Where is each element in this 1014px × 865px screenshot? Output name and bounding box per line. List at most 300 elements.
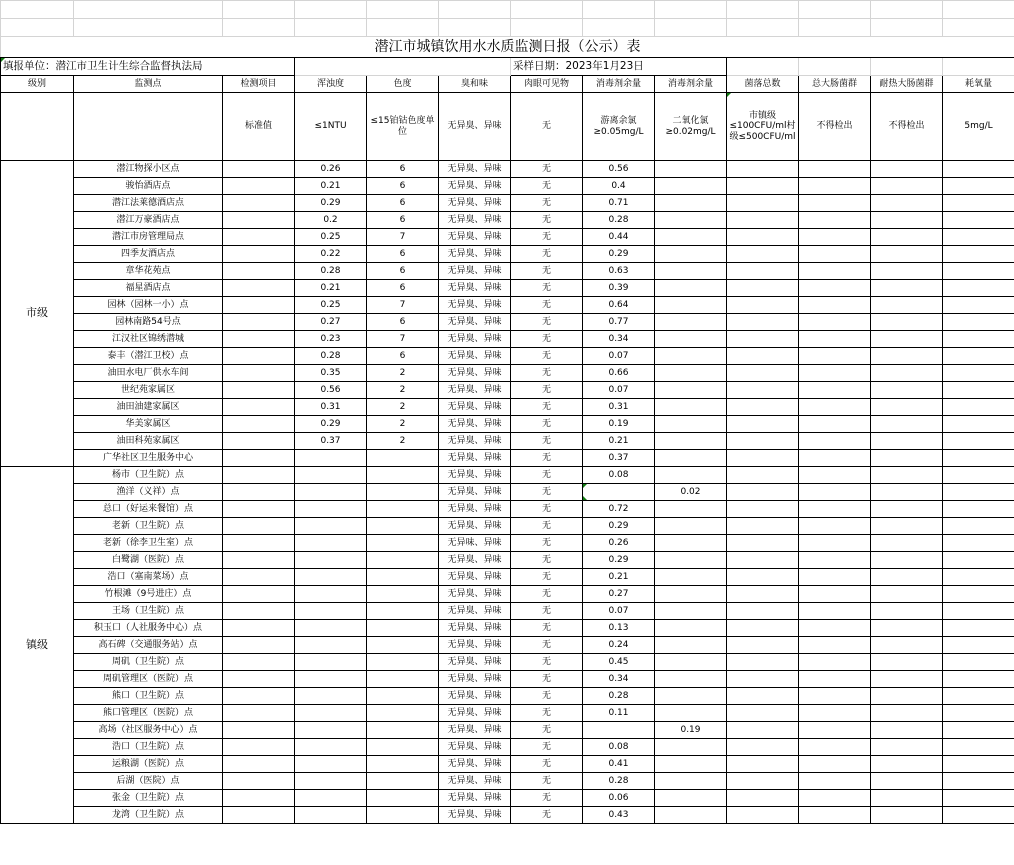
chlorine-cell[interactable]: 0.63 xyxy=(583,263,655,280)
visible-cell[interactable]: 无 xyxy=(511,620,583,637)
colony-cell[interactable] xyxy=(727,450,799,467)
turbidity-cell[interactable] xyxy=(295,756,367,773)
chlorine-dioxide-cell[interactable] xyxy=(655,161,727,178)
colony-cell[interactable] xyxy=(727,246,799,263)
odor-cell[interactable]: 无异臭、异味 xyxy=(439,280,511,297)
chlorine-cell[interactable]: 0.34 xyxy=(583,671,655,688)
thermo-coliform-cell[interactable] xyxy=(871,654,943,671)
visible-cell[interactable]: 无 xyxy=(511,314,583,331)
turbidity-cell[interactable]: 0.25 xyxy=(295,297,367,314)
odor-cell[interactable]: 无异臭、异味 xyxy=(439,756,511,773)
colony-cell[interactable] xyxy=(727,790,799,807)
visible-cell[interactable]: 无 xyxy=(511,229,583,246)
colony-cell[interactable] xyxy=(727,161,799,178)
odor-cell[interactable]: 无异臭、异味 xyxy=(439,705,511,722)
odor-cell[interactable]: 无异臭、异味 xyxy=(439,552,511,569)
site-name-cell[interactable]: 白鹭湖（医院）点 xyxy=(74,552,223,569)
chlorine-cell[interactable]: 0.37 xyxy=(583,450,655,467)
chlorine-dioxide-cell[interactable] xyxy=(655,314,727,331)
site-name-cell[interactable]: 潜江法莱德酒店点 xyxy=(74,195,223,212)
header-color[interactable]: 色度 xyxy=(367,76,439,93)
chlorine-dioxide-cell[interactable]: 0.19 xyxy=(655,722,727,739)
oxygen-cell[interactable] xyxy=(943,790,1014,807)
visible-cell[interactable]: 无 xyxy=(511,773,583,790)
color-cell[interactable] xyxy=(367,518,439,535)
colony-cell[interactable] xyxy=(727,399,799,416)
chlorine-dioxide-cell[interactable] xyxy=(655,552,727,569)
oxygen-cell[interactable] xyxy=(943,195,1014,212)
site-name-cell[interactable]: 高石碑（交通服务站）点 xyxy=(74,637,223,654)
turbidity-cell[interactable] xyxy=(295,450,367,467)
oxygen-cell[interactable] xyxy=(943,450,1014,467)
color-cell[interactable] xyxy=(367,637,439,654)
oxygen-cell[interactable] xyxy=(943,484,1014,501)
thermo-coliform-cell[interactable] xyxy=(871,671,943,688)
coliform-cell[interactable] xyxy=(799,586,871,603)
thermo-coliform-cell[interactable] xyxy=(871,297,943,314)
group-city[interactable]: 市级 xyxy=(1,161,74,467)
visible-cell[interactable]: 无 xyxy=(511,671,583,688)
site-name-cell[interactable]: 章华花苑点 xyxy=(74,263,223,280)
visible-cell[interactable]: 无 xyxy=(511,195,583,212)
thermo-coliform-cell[interactable] xyxy=(871,569,943,586)
item-cell[interactable] xyxy=(223,637,295,654)
chlorine-dioxide-cell[interactable] xyxy=(655,467,727,484)
item-cell[interactable] xyxy=(223,688,295,705)
chlorine-cell[interactable]: 0.31 xyxy=(583,399,655,416)
chlorine-cell[interactable]: 0.29 xyxy=(583,518,655,535)
colony-cell[interactable] xyxy=(727,807,799,824)
header-chlorine[interactable]: 消毒剂余量 xyxy=(583,76,655,93)
thermo-coliform-cell[interactable] xyxy=(871,229,943,246)
thermo-coliform-cell[interactable] xyxy=(871,552,943,569)
odor-cell[interactable]: 无异臭、异味 xyxy=(439,348,511,365)
turbidity-cell[interactable]: 0.25 xyxy=(295,229,367,246)
site-name-cell[interactable]: 渔洋（义祥）点 xyxy=(74,484,223,501)
site-name-cell[interactable]: 园林（园林一小）点 xyxy=(74,297,223,314)
coliform-cell[interactable] xyxy=(799,212,871,229)
site-name-cell[interactable]: 龙湾（卫生院）点 xyxy=(74,807,223,824)
coliform-cell[interactable] xyxy=(799,569,871,586)
header-item[interactable]: 检测项目 xyxy=(223,76,295,93)
visible-cell[interactable]: 无 xyxy=(511,467,583,484)
turbidity-cell[interactable] xyxy=(295,484,367,501)
chlorine-dioxide-cell[interactable] xyxy=(655,654,727,671)
odor-cell[interactable]: 无异臭、异味 xyxy=(439,569,511,586)
odor-cell[interactable]: 无异臭、异味 xyxy=(439,314,511,331)
oxygen-cell[interactable] xyxy=(943,773,1014,790)
oxygen-cell[interactable] xyxy=(943,263,1014,280)
coliform-cell[interactable] xyxy=(799,790,871,807)
visible-cell[interactable]: 无 xyxy=(511,807,583,824)
color-cell[interactable]: 6 xyxy=(367,178,439,195)
item-cell[interactable] xyxy=(223,331,295,348)
odor-cell[interactable]: 无异臭、异味 xyxy=(439,603,511,620)
chlorine-cell[interactable]: 0.08 xyxy=(583,739,655,756)
odor-cell[interactable]: 无异臭、异味 xyxy=(439,382,511,399)
header-colony[interactable]: 菌落总数 xyxy=(727,76,799,93)
coliform-cell[interactable] xyxy=(799,518,871,535)
item-cell[interactable] xyxy=(223,399,295,416)
colony-cell[interactable] xyxy=(727,671,799,688)
standard-thermo-coliform[interactable]: 不得检出 xyxy=(871,93,943,161)
item-cell[interactable] xyxy=(223,467,295,484)
item-cell[interactable] xyxy=(223,569,295,586)
coliform-cell[interactable] xyxy=(799,246,871,263)
thermo-coliform-cell[interactable] xyxy=(871,263,943,280)
chlorine-cell[interactable]: 0.66 xyxy=(583,365,655,382)
turbidity-cell[interactable] xyxy=(295,654,367,671)
thermo-coliform-cell[interactable] xyxy=(871,790,943,807)
colony-cell[interactable] xyxy=(727,416,799,433)
visible-cell[interactable]: 无 xyxy=(511,552,583,569)
odor-cell[interactable]: 无异臭、异味 xyxy=(439,586,511,603)
site-name-cell[interactable]: 潜江万豪酒店点 xyxy=(74,212,223,229)
odor-cell[interactable]: 无异臭、异味 xyxy=(439,518,511,535)
chlorine-dioxide-cell[interactable] xyxy=(655,620,727,637)
turbidity-cell[interactable] xyxy=(295,569,367,586)
turbidity-cell[interactable] xyxy=(295,518,367,535)
turbidity-cell[interactable] xyxy=(295,807,367,824)
color-cell[interactable] xyxy=(367,501,439,518)
colony-cell[interactable] xyxy=(727,178,799,195)
chlorine-cell[interactable]: 0.24 xyxy=(583,637,655,654)
visible-cell[interactable]: 无 xyxy=(511,790,583,807)
odor-cell[interactable]: 无异臭、异味 xyxy=(439,331,511,348)
item-cell[interactable] xyxy=(223,807,295,824)
header-thermo-coliform[interactable]: 耐热大肠菌群 xyxy=(871,76,943,93)
oxygen-cell[interactable] xyxy=(943,671,1014,688)
color-cell[interactable] xyxy=(367,569,439,586)
color-cell[interactable]: 2 xyxy=(367,399,439,416)
site-name-cell[interactable]: 杨市（卫生院）点 xyxy=(74,467,223,484)
colony-cell[interactable] xyxy=(727,620,799,637)
coliform-cell[interactable] xyxy=(799,263,871,280)
chlorine-cell[interactable]: 0.77 xyxy=(583,314,655,331)
color-cell[interactable]: 7 xyxy=(367,297,439,314)
oxygen-cell[interactable] xyxy=(943,807,1014,824)
odor-cell[interactable]: 无异臭、异味 xyxy=(439,450,511,467)
site-name-cell[interactable]: 油田科苑家属区 xyxy=(74,433,223,450)
oxygen-cell[interactable] xyxy=(943,280,1014,297)
visible-cell[interactable]: 无 xyxy=(511,739,583,756)
chlorine-cell[interactable] xyxy=(583,484,655,501)
color-cell[interactable]: 2 xyxy=(367,433,439,450)
thermo-coliform-cell[interactable] xyxy=(871,178,943,195)
turbidity-cell[interactable] xyxy=(295,586,367,603)
coliform-cell[interactable] xyxy=(799,603,871,620)
thermo-coliform-cell[interactable] xyxy=(871,518,943,535)
color-cell[interactable] xyxy=(367,620,439,637)
odor-cell[interactable]: 无异臭、异味 xyxy=(439,790,511,807)
thermo-coliform-cell[interactable] xyxy=(871,756,943,773)
item-cell[interactable] xyxy=(223,671,295,688)
oxygen-cell[interactable] xyxy=(943,586,1014,603)
coliform-cell[interactable] xyxy=(799,433,871,450)
site-name-cell[interactable]: 骏怡酒店点 xyxy=(74,178,223,195)
site-name-cell[interactable]: 浩口（塞南菜场）点 xyxy=(74,569,223,586)
site-name-cell[interactable]: 周矶（卫生院）点 xyxy=(74,654,223,671)
item-cell[interactable] xyxy=(223,518,295,535)
thermo-coliform-cell[interactable] xyxy=(871,348,943,365)
chlorine-cell[interactable]: 0.44 xyxy=(583,229,655,246)
odor-cell[interactable]: 无异臭、异味 xyxy=(439,773,511,790)
oxygen-cell[interactable] xyxy=(943,331,1014,348)
turbidity-cell[interactable]: 0.23 xyxy=(295,331,367,348)
coliform-cell[interactable] xyxy=(799,331,871,348)
odor-cell[interactable]: 无异臭、异味 xyxy=(439,688,511,705)
item-cell[interactable] xyxy=(223,178,295,195)
oxygen-cell[interactable] xyxy=(943,161,1014,178)
site-name-cell[interactable]: 油田水电厂供水车间 xyxy=(74,365,223,382)
visible-cell[interactable]: 无 xyxy=(511,212,583,229)
visible-cell[interactable]: 无 xyxy=(511,484,583,501)
chlorine-cell[interactable]: 0.08 xyxy=(583,467,655,484)
color-cell[interactable] xyxy=(367,484,439,501)
colony-cell[interactable] xyxy=(727,212,799,229)
chlorine-dioxide-cell[interactable] xyxy=(655,263,727,280)
chlorine-dioxide-cell[interactable] xyxy=(655,229,727,246)
colony-cell[interactable] xyxy=(727,365,799,382)
chlorine-dioxide-cell[interactable] xyxy=(655,178,727,195)
site-name-cell[interactable]: 张金（卫生院）点 xyxy=(74,790,223,807)
colony-cell[interactable] xyxy=(727,705,799,722)
color-cell[interactable]: 7 xyxy=(367,229,439,246)
chlorine-cell[interactable]: 0.21 xyxy=(583,433,655,450)
standard-chlorine[interactable]: 游离余氯≥0.05mg/L xyxy=(583,93,655,161)
odor-cell[interactable]: 无异臭、异味 xyxy=(439,722,511,739)
site-name-cell[interactable]: 园林南路54号点 xyxy=(74,314,223,331)
thermo-coliform-cell[interactable] xyxy=(871,722,943,739)
visible-cell[interactable]: 无 xyxy=(511,399,583,416)
oxygen-cell[interactable] xyxy=(943,756,1014,773)
item-cell[interactable] xyxy=(223,739,295,756)
turbidity-cell[interactable]: 0.21 xyxy=(295,280,367,297)
thermo-coliform-cell[interactable] xyxy=(871,450,943,467)
standard-oxygen[interactable]: 5mg/L xyxy=(943,93,1014,161)
coliform-cell[interactable] xyxy=(799,705,871,722)
turbidity-cell[interactable]: 0.28 xyxy=(295,348,367,365)
item-cell[interactable] xyxy=(223,297,295,314)
oxygen-cell[interactable] xyxy=(943,722,1014,739)
header-coliform[interactable]: 总大肠菌群 xyxy=(799,76,871,93)
header-oxygen[interactable]: 耗氧量 xyxy=(943,76,1014,93)
turbidity-cell[interactable]: 0.2 xyxy=(295,212,367,229)
turbidity-cell[interactable]: 0.37 xyxy=(295,433,367,450)
colony-cell[interactable] xyxy=(727,501,799,518)
item-cell[interactable] xyxy=(223,535,295,552)
color-cell[interactable] xyxy=(367,654,439,671)
colony-cell[interactable] xyxy=(727,297,799,314)
coliform-cell[interactable] xyxy=(799,552,871,569)
standard-colony[interactable]: 市镇级≤100CFU/ml村级≤500CFU/ml xyxy=(727,93,799,161)
odor-cell[interactable]: 无异臭、异味 xyxy=(439,433,511,450)
turbidity-cell[interactable]: 0.26 xyxy=(295,161,367,178)
colony-cell[interactable] xyxy=(727,739,799,756)
color-cell[interactable]: 2 xyxy=(367,416,439,433)
site-name-cell[interactable]: 潜江物探小区点 xyxy=(74,161,223,178)
item-cell[interactable] xyxy=(223,756,295,773)
thermo-coliform-cell[interactable] xyxy=(871,331,943,348)
item-cell[interactable] xyxy=(223,382,295,399)
colony-cell[interactable] xyxy=(727,722,799,739)
visible-cell[interactable]: 无 xyxy=(511,688,583,705)
visible-cell[interactable]: 无 xyxy=(511,263,583,280)
thermo-coliform-cell[interactable] xyxy=(871,365,943,382)
sample-date[interactable]: 采样日期：2023年1月23日 xyxy=(511,58,727,76)
color-cell[interactable]: 6 xyxy=(367,195,439,212)
turbidity-cell[interactable] xyxy=(295,688,367,705)
color-cell[interactable] xyxy=(367,790,439,807)
coliform-cell[interactable] xyxy=(799,773,871,790)
chlorine-dioxide-cell[interactable] xyxy=(655,637,727,654)
oxygen-cell[interactable] xyxy=(943,212,1014,229)
thermo-coliform-cell[interactable] xyxy=(871,705,943,722)
visible-cell[interactable]: 无 xyxy=(511,161,583,178)
coliform-cell[interactable] xyxy=(799,399,871,416)
chlorine-cell[interactable]: 0.19 xyxy=(583,416,655,433)
chlorine-cell[interactable]: 0.56 xyxy=(583,161,655,178)
site-name-cell[interactable]: 竹根滩（9号进庄）点 xyxy=(74,586,223,603)
color-cell[interactable] xyxy=(367,671,439,688)
item-cell[interactable] xyxy=(223,450,295,467)
color-cell[interactable] xyxy=(367,450,439,467)
colony-cell[interactable] xyxy=(727,280,799,297)
turbidity-cell[interactable] xyxy=(295,603,367,620)
turbidity-cell[interactable] xyxy=(295,552,367,569)
chlorine-cell[interactable]: 0.41 xyxy=(583,756,655,773)
odor-cell[interactable]: 无异臭、异味 xyxy=(439,399,511,416)
colony-cell[interactable] xyxy=(727,688,799,705)
standard-odor[interactable]: 无异臭、异味 xyxy=(439,93,511,161)
chlorine-dioxide-cell[interactable] xyxy=(655,382,727,399)
turbidity-cell[interactable]: 0.21 xyxy=(295,178,367,195)
turbidity-cell[interactable] xyxy=(295,671,367,688)
chlorine-dioxide-cell[interactable] xyxy=(655,688,727,705)
chlorine-dioxide-cell[interactable] xyxy=(655,365,727,382)
turbidity-cell[interactable]: 0.29 xyxy=(295,416,367,433)
odor-cell[interactable]: 无异臭、异味 xyxy=(439,637,511,654)
colony-cell[interactable] xyxy=(727,433,799,450)
site-name-cell[interactable]: 潜江市房管理局点 xyxy=(74,229,223,246)
chlorine-dioxide-cell[interactable] xyxy=(655,569,727,586)
coliform-cell[interactable] xyxy=(799,365,871,382)
chlorine-cell[interactable] xyxy=(583,722,655,739)
chlorine-cell[interactable]: 0.28 xyxy=(583,773,655,790)
chlorine-cell[interactable]: 0.29 xyxy=(583,246,655,263)
item-cell[interactable] xyxy=(223,195,295,212)
chlorine-dioxide-cell[interactable] xyxy=(655,518,727,535)
odor-cell[interactable]: 无异臭、异味 xyxy=(439,416,511,433)
color-cell[interactable]: 6 xyxy=(367,314,439,331)
chlorine-cell[interactable]: 0.64 xyxy=(583,297,655,314)
site-name-cell[interactable]: 积玉口（人社服务中心）点 xyxy=(74,620,223,637)
visible-cell[interactable]: 无 xyxy=(511,450,583,467)
visible-cell[interactable]: 无 xyxy=(511,416,583,433)
oxygen-cell[interactable] xyxy=(943,246,1014,263)
colony-cell[interactable] xyxy=(727,569,799,586)
coliform-cell[interactable] xyxy=(799,314,871,331)
oxygen-cell[interactable] xyxy=(943,518,1014,535)
coliform-cell[interactable] xyxy=(799,161,871,178)
standard-coliform[interactable]: 不得检出 xyxy=(799,93,871,161)
colony-cell[interactable] xyxy=(727,586,799,603)
header-turbidity[interactable]: 浑浊度 xyxy=(295,76,367,93)
site-name-cell[interactable]: 后湖（医院）点 xyxy=(74,773,223,790)
chlorine-dioxide-cell[interactable] xyxy=(655,603,727,620)
odor-cell[interactable]: 无异臭、异味 xyxy=(439,195,511,212)
thermo-coliform-cell[interactable] xyxy=(871,161,943,178)
colony-cell[interactable] xyxy=(727,773,799,790)
odor-cell[interactable]: 无异臭、异味 xyxy=(439,654,511,671)
oxygen-cell[interactable] xyxy=(943,433,1014,450)
chlorine-cell[interactable]: 0.27 xyxy=(583,586,655,603)
coliform-cell[interactable] xyxy=(799,722,871,739)
odor-cell[interactable]: 无异臭、异味 xyxy=(439,297,511,314)
visible-cell[interactable]: 无 xyxy=(511,705,583,722)
site-name-cell[interactable]: 油田油建家属区 xyxy=(74,399,223,416)
odor-cell[interactable]: 无异臭、异味 xyxy=(439,501,511,518)
visible-cell[interactable]: 无 xyxy=(511,722,583,739)
chlorine-cell[interactable]: 0.26 xyxy=(583,535,655,552)
chlorine-dioxide-cell[interactable] xyxy=(655,399,727,416)
header-odor[interactable]: 臭和味 xyxy=(439,76,511,93)
site-name-cell[interactable]: 浩口（卫生院）点 xyxy=(74,739,223,756)
oxygen-cell[interactable] xyxy=(943,178,1014,195)
turbidity-cell[interactable] xyxy=(295,535,367,552)
colony-cell[interactable] xyxy=(727,637,799,654)
thermo-coliform-cell[interactable] xyxy=(871,620,943,637)
oxygen-cell[interactable] xyxy=(943,382,1014,399)
oxygen-cell[interactable] xyxy=(943,705,1014,722)
thermo-coliform-cell[interactable] xyxy=(871,416,943,433)
report-unit[interactable]: 填报单位：潜江市卫生计生综合监督执法局 xyxy=(1,58,295,76)
turbidity-cell[interactable]: 0.31 xyxy=(295,399,367,416)
colony-cell[interactable] xyxy=(727,654,799,671)
colony-cell[interactable] xyxy=(727,382,799,399)
turbidity-cell[interactable]: 0.35 xyxy=(295,365,367,382)
coliform-cell[interactable] xyxy=(799,297,871,314)
item-cell[interactable] xyxy=(223,484,295,501)
item-cell[interactable] xyxy=(223,263,295,280)
chlorine-dioxide-cell[interactable] xyxy=(655,280,727,297)
coliform-cell[interactable] xyxy=(799,688,871,705)
visible-cell[interactable]: 无 xyxy=(511,297,583,314)
colony-cell[interactable] xyxy=(727,314,799,331)
site-name-cell[interactable]: 高场（社区服务中心）点 xyxy=(74,722,223,739)
item-cell[interactable] xyxy=(223,314,295,331)
turbidity-cell[interactable]: 0.56 xyxy=(295,382,367,399)
item-cell[interactable] xyxy=(223,433,295,450)
colony-cell[interactable] xyxy=(727,263,799,280)
chlorine-dioxide-cell[interactable] xyxy=(655,807,727,824)
item-cell[interactable] xyxy=(223,722,295,739)
chlorine-cell[interactable]: 0.06 xyxy=(583,790,655,807)
colony-cell[interactable] xyxy=(727,331,799,348)
thermo-coliform-cell[interactable] xyxy=(871,280,943,297)
chlorine-dioxide-cell[interactable] xyxy=(655,586,727,603)
color-cell[interactable]: 6 xyxy=(367,263,439,280)
colony-cell[interactable] xyxy=(727,195,799,212)
site-name-cell[interactable]: 总口（好运来餐馆）点 xyxy=(74,501,223,518)
turbidity-cell[interactable] xyxy=(295,739,367,756)
item-cell[interactable] xyxy=(223,246,295,263)
item-cell[interactable] xyxy=(223,348,295,365)
chlorine-dioxide-cell[interactable] xyxy=(655,790,727,807)
odor-cell[interactable]: 无异臭、异味 xyxy=(439,246,511,263)
coliform-cell[interactable] xyxy=(799,229,871,246)
oxygen-cell[interactable] xyxy=(943,416,1014,433)
